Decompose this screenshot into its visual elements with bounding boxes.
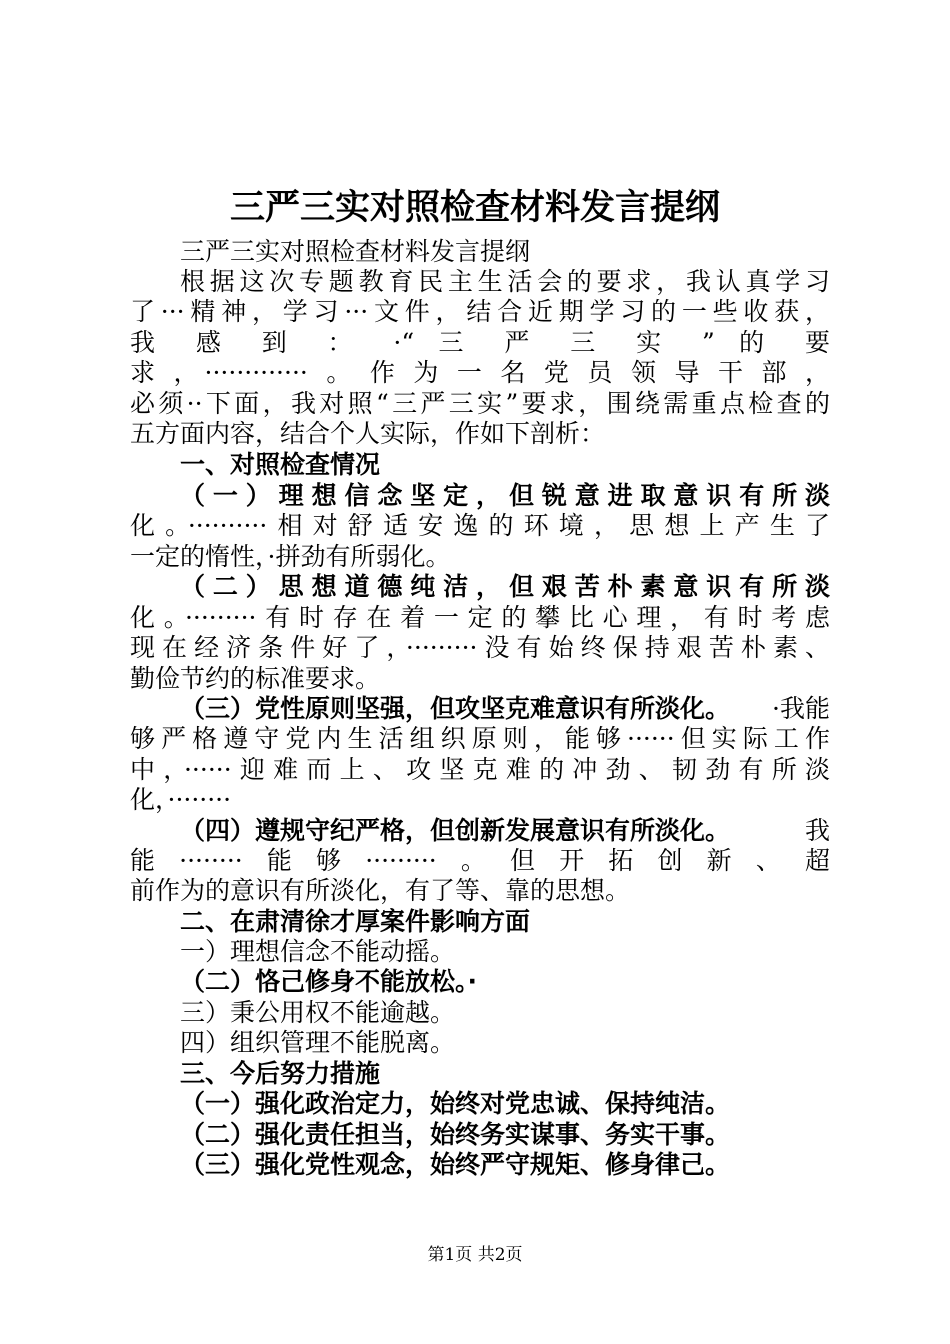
- subsection-heading: （二）思想道德纯洁，但艰苦朴素意识有所淡: [180, 572, 830, 601]
- section-heading-1: 一、对照检查情况: [180, 450, 381, 479]
- list-item: （二）强化责任担当，始终务实谋事、务实干事。: [180, 1120, 731, 1149]
- body-text: ·我能: [772, 694, 830, 723]
- body-line: 能········能够·········。但开拓创新、超: [130, 846, 830, 875]
- body-line: 化，········: [130, 785, 232, 814]
- list-item: 一）理想信念不能动摇。: [180, 937, 456, 966]
- subsection-line: [180, 694, 830, 724]
- subsection-line: [180, 816, 830, 846]
- body-text: 我: [804, 816, 830, 845]
- list-item: 四）组织管理不能脱离。: [180, 1028, 456, 1057]
- body-line: 求，·············。作为一名党员领导干部，: [130, 358, 830, 387]
- body-line: 化。·········有时存在着一定的攀比心理，有时考虑: [130, 603, 830, 632]
- body-line: 化。··········相对舒适安逸的环境，思想上产生了: [130, 511, 830, 540]
- list-item: 三）秉公用权不能逾越。: [180, 998, 456, 1027]
- list-item: （三）强化党性观念，始终严守规矩、修身律己。: [180, 1150, 731, 1179]
- subsection-heading: （三）党性原则坚强，但攻坚克难意识有所淡化。: [180, 694, 731, 723]
- body-line: 前作为的意识有所淡化，有了等、靠的思想。: [130, 876, 631, 905]
- body-line: 必须··下面，我对照“三严三实”要求，围绕需重点检查的: [130, 389, 830, 418]
- body-line: 中，······迎难而上、攻坚克难的冲劲、韧劲有所淡: [130, 755, 830, 784]
- page-indicator: 第1页 共2页: [427, 1245, 523, 1265]
- list-item: （二）恪己修身不能放松。·: [180, 967, 477, 996]
- body-line: 够严格遵守党内生活组织原则，能够······但实际工作: [130, 724, 830, 753]
- subtitle-line: 三严三实对照检查材料发言提纲: [180, 237, 531, 266]
- body-line: 现在经济条件好了，·········没有始终保持艰苦朴素、: [130, 633, 830, 662]
- body-line: 我 感 到 ： ·“ 三 严 三 实 ” 的 要: [130, 328, 830, 357]
- body-line: 勤俭节约的标准要求。: [130, 664, 381, 693]
- body-line: 了···精神，学习···文件，结合近期学习的一些收获，: [130, 297, 830, 326]
- document-title: 三严三实对照检查材料发言提纲: [229, 187, 720, 228]
- section-heading-2: 二、在肃清徐才厚案件影响方面: [180, 907, 531, 936]
- body-line: 五方面内容，结合个人实际，作如下剖析：: [130, 419, 606, 448]
- list-item: （一）强化政治定力，始终对党忠诚、保持纯洁。: [180, 1089, 731, 1118]
- subsection-heading: （四）遵规守纪严格，但创新发展意识有所淡化。: [180, 816, 731, 845]
- section-heading-3: 三、今后努力措施: [180, 1059, 381, 1088]
- body-line: 一定的惰性，·拼劲有所弱化。: [130, 542, 451, 571]
- body-line: 根据这次专题教育民主生活会的要求，我认真学习: [180, 267, 830, 296]
- subsection-heading: （一）理想信念坚定，但锐意进取意识有所淡: [180, 481, 830, 510]
